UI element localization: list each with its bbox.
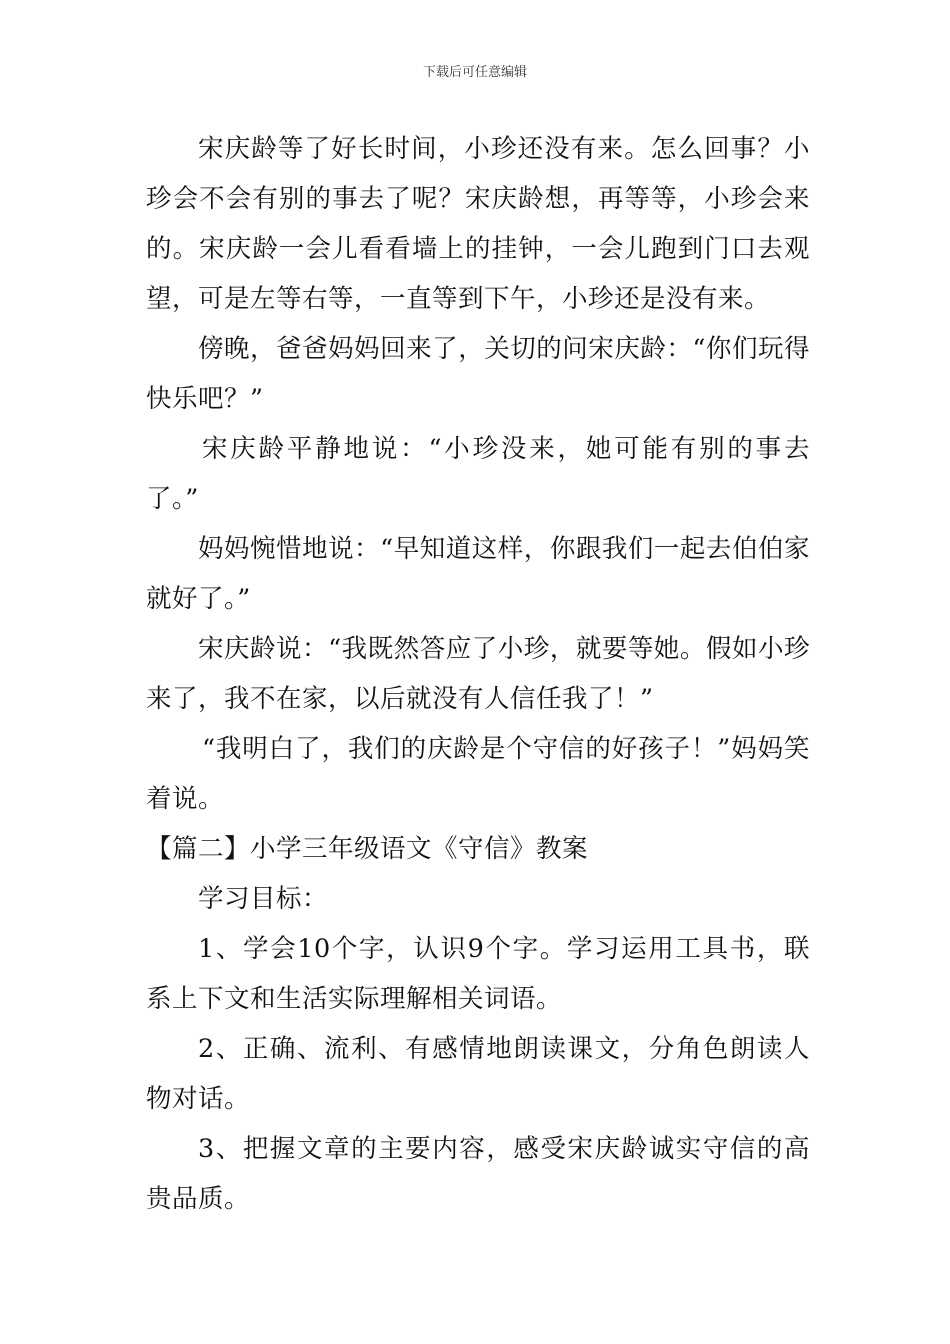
- page-header-note: 下载后可任意编辑: [422, 65, 527, 80]
- story-paragraph-promise: 宋庆龄说：“我既然答应了小珍，就要等她。假如小珍来了，我不在家，以后就没有人信任我了！”: [146, 634, 810, 714]
- document-body: [146, 124, 810, 1224]
- objective-item-1: 1、学会10个字，认识9个字。学习运用工具书，联系上下文和生活实际理解相关词语。: [146, 934, 810, 1014]
- objective-item-2: 2、正确、流利、有感情地朗读课文，分角色朗读人物对话。: [146, 1034, 810, 1114]
- story-paragraph-conclusion: “我明白了，我们的庆龄是个守信的好孩子！”妈妈笑着说。: [146, 734, 810, 814]
- story-paragraph-calm-reply: 宋庆龄平静地说：“小珍没来，她可能有别的事去了。”: [146, 434, 810, 514]
- section-heading: 【篇二】小学三年级语文《守信》教案: [146, 834, 589, 864]
- story-paragraph-mother-regret: 妈妈惋惜地说：“早知道这样，你跟我们一起去伯伯家就好了。”: [146, 534, 810, 614]
- story-paragraph-waiting: 宋庆龄等了好长时间，小珍还没有来。怎么回事？小珍会不会有别的事去了呢？宋庆龄想，再等等，小珍会来的。宋庆龄一会儿看看墙上的挂钟，一会儿跑到门口去观望，可是左等右等，一直等到下午，小珍还是没有来。: [146, 134, 810, 314]
- objectives-heading: 学习目标：: [198, 884, 329, 914]
- story-paragraph-evening: 傍晚，爸爸妈妈回来了，关切的问宋庆龄：“你们玩得快乐吧？”: [146, 334, 810, 414]
- objective-item-3: 3、把握文章的主要内容，感受宋庆龄诚实守信的高贵品质。: [146, 1134, 810, 1214]
